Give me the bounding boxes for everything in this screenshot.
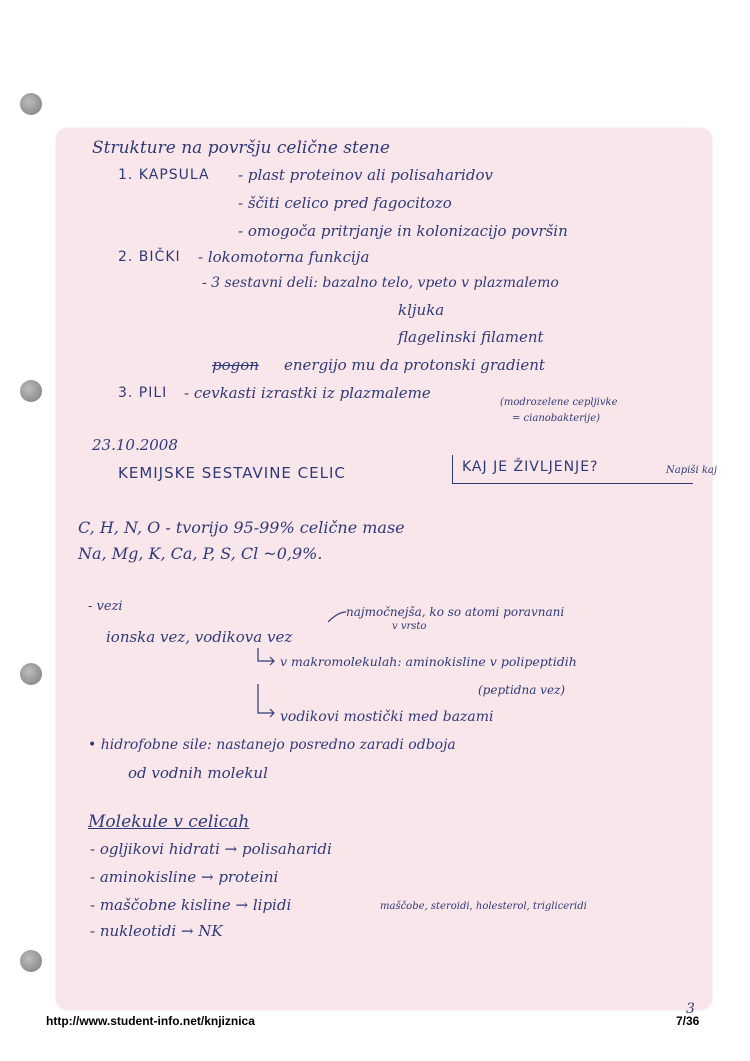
footer-page-number: 7/36 [676,1014,700,1028]
arrow-vezi-note [328,612,346,622]
notes-title: Strukture na površju celične stene [92,138,390,158]
pili-note-1: (modrozelene cepljivke [500,397,618,408]
vezi-arrow-1b: (peptidna vez) [478,683,566,697]
molekule-item-2: - aminokisline → proteini [90,868,279,886]
molekule-title: Molekule v celicah [88,812,250,832]
vezi-note-2: v vrsto [392,621,427,632]
molekule-item-3: - maščobne kisline → lipidi [90,896,292,914]
pili-label: 3. PILI [118,385,168,401]
footer-url[interactable]: http://www.student-info.net/knjiznica [46,1014,255,1028]
vezi-note-1: najmočnejša, ko so atomi poravnani [346,605,565,619]
vezi-line: ionska vez, vodikova vez [106,628,293,646]
pili-line-1: - cevkasti izrastki iz plazmaleme [184,384,431,402]
molekule-item-4: - nukleotidi → NK [90,922,223,940]
vezi-label: - vezi [88,599,123,614]
box-text: KAJ JE ŽIVLJENJE? [462,459,599,475]
date: 23.10.2008 [92,436,178,454]
kapsula-line-2: - ščiti celico pred fagocitozo [238,194,452,212]
hidro-line-1: • hidrofobne sile: nastanejo posredno zaradi odboja [88,737,456,753]
kapsula-line-3: - omogoča pritrjanje in kolonizacijo površin [238,222,568,240]
kapsula-label: 1. KAPSULA [118,167,210,183]
bicki-label: 2. BIČKI [118,249,181,265]
arrow-makromolekule [258,648,274,665]
elements-line-2: Na, Mg, K, Ca, P, S, Cl ~0,9%. [78,544,323,563]
bicki-line-3: kljuka [398,301,445,319]
vezi-arrow-1: v makromolekulah: aminokisline v polipeptidih [280,654,577,669]
molekule-item-1: - ogljikovi hidrati → polisaharidi [90,840,332,858]
kapsula-line-1: - plast proteinov ali polisaharidov [238,166,493,184]
heading-kemijske-sestavine: KEMIJSKE SESTAVINE CELIC [118,464,346,482]
bicki-line-1: - lokomotorna funkcija [198,248,370,266]
vezi-arrow-2: vodikovi mostički med bazami [280,709,494,725]
bicki-line-5-struck: pogon [212,356,259,374]
page-mark: 3 [686,1001,695,1017]
bicki-line-2: - 3 sestavni deli: bazalno telo, vpeto v plazmalemo [202,275,559,291]
arrow-vodikovi-mosticki [258,684,274,717]
bicki-line-5: energijo mu da protonski gradient [284,356,545,374]
hidro-line-2: od vodnih molekul [128,764,268,782]
pili-note-2: = cianobakterije) [512,413,601,424]
bicki-line-4: flagelinski filament [398,328,544,346]
molekule-item-3-note: maščobe, steroidi, holesterol, trigliceridi [380,901,587,912]
box-note: Napiši kaj [666,465,717,476]
elements-line-1: C, H, N, O - tvorijo 95-99% celične mase [78,518,405,537]
